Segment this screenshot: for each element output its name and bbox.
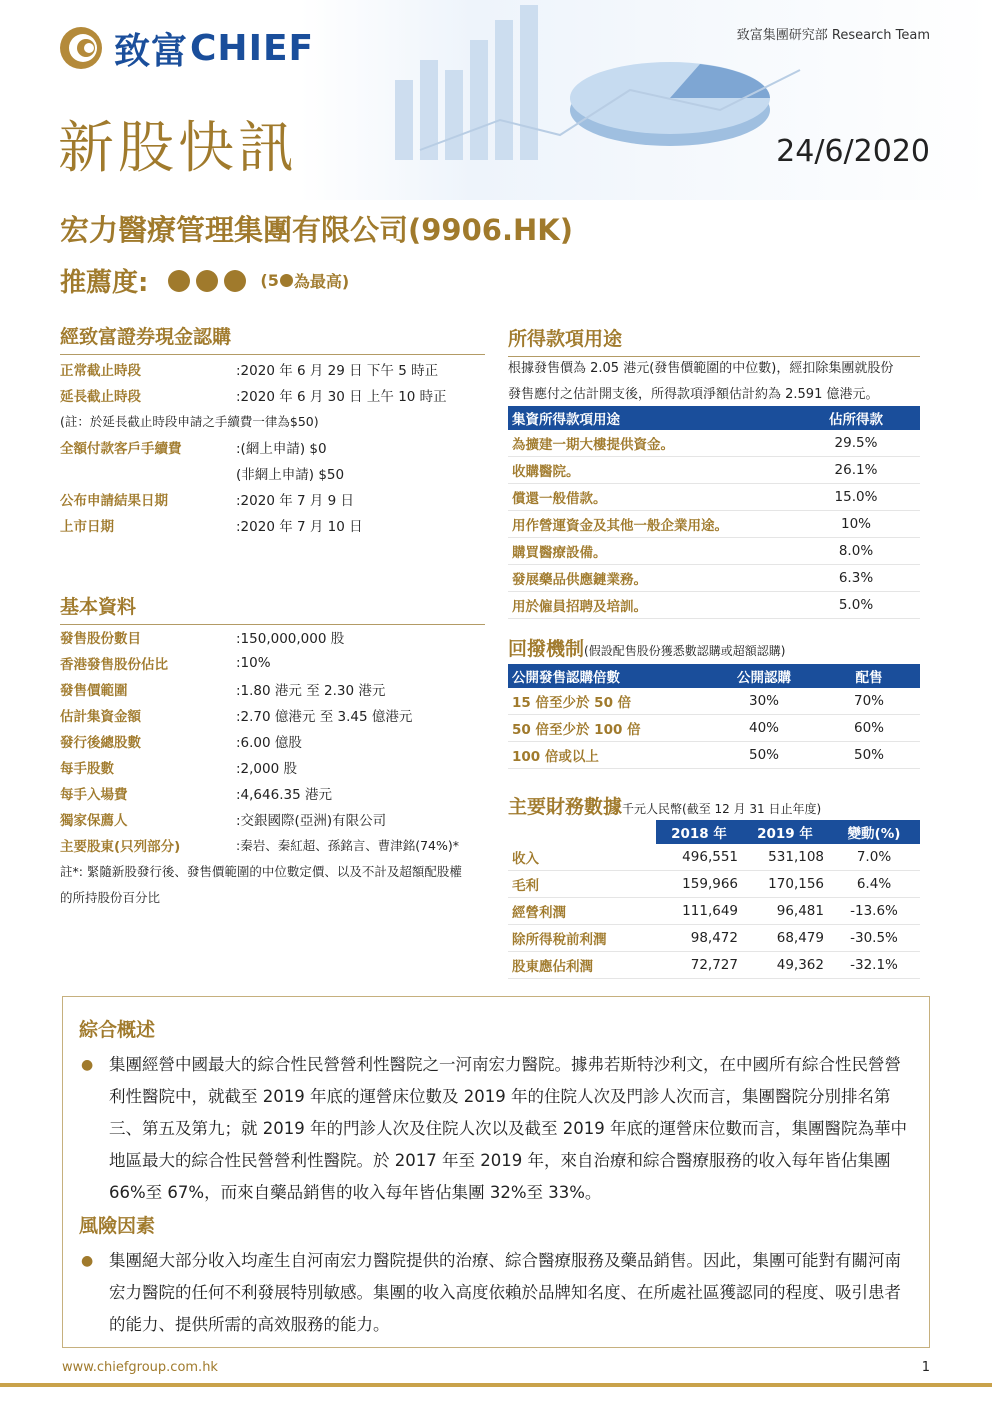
risk-bullet: ● 集團絕大部分收入均產生自河南宏力醫院提供的治療、綜合醫療服務及藥品銷售。因此，集團可能對有關河南宏力醫院的任何不利發展特別敏感。集團的收入高度依賴於品牌知名度、在所處社區獲認同的程度、吸引患者的能力、提供所需的高效服務的能力。 [81, 1245, 911, 1341]
table-row: 股東應佔利潤 72,727 49,362 -32.1% [508, 952, 920, 979]
subscription-list [60, 356, 485, 538]
table-row: 除所得稅前利潤 98,472 68,479 -30.5% [508, 925, 920, 952]
brand-name-en: CHIEF [190, 27, 315, 69]
footer-url[interactable]: www.chiefgroup.com.hk [62, 1360, 218, 1375]
bullet-icon: ● [81, 1057, 94, 1073]
research-team-label: 致富集團研究部 Research Team [736, 28, 930, 43]
table-row: 毛利 159,966 170,156 6.4% [508, 871, 920, 898]
fee-row-offline: (非網上申請) $50 [236, 467, 345, 483]
basic-info-row: 香港發售股份佔比 :10% [60, 655, 271, 673]
company-name: 宏力醫療管理集團有限公司(9906.HK) [60, 213, 573, 247]
brand-name-cn: 致富 [114, 30, 189, 72]
risk-heading: 風險因素 [79, 1215, 156, 1237]
clawback-heading: 回撥機制(假設配售股份獲悉數認購或超額認購) [508, 638, 786, 660]
table-header-row: 集資所得款項用途 佔所得款 [508, 406, 920, 430]
basic-info-row: 每手入場費 :4,646.35 港元 [60, 787, 332, 803]
table-row: 15 倍至少於 50 倍 30% 70% [508, 688, 920, 715]
rating-dot-icon [168, 270, 190, 292]
table-row: 收購醫院。 26.1% [508, 457, 920, 484]
basic-info-row: 發售股份數目 :150,000,000 股 [60, 631, 345, 647]
overview-bullet: ● 集團經營中國最大的綜合性民營營利性醫院之一河南宏力醫院。據弗若斯特沙利文，在中國所有綜合性民營營利性醫院中，就截至 2019 年底的運營床位數及 2019 年的住院人次及門診人次而言，集團醫院分別排名第三、第五及第九；就 2019 年的門診人次及住院人次以及截至 2019 年底的運營床位數而言，集團醫院為華中地區最大的綜合性民營營利性醫院。於 2017 年至 2019 年，來自治療和綜合醫療服務的收入每年皆佔集團 66%至 67%，而來自藥品銷售的收入每年皆佔集團 32%至 33%。 [81, 1049, 911, 1209]
clawback-table [508, 664, 920, 769]
table-row: 用於僱員招聘及培訓。 5.0% [508, 592, 920, 619]
subscription-note: (註：於延長截止時段申請之手續費一律為$50) [60, 414, 319, 429]
rating-dot-small-icon [280, 274, 293, 287]
section-title: 新股快訊 [58, 116, 298, 181]
bullet-icon: ● [81, 1253, 94, 1269]
rating-dot-icon [224, 270, 246, 292]
basic-info-row: 發行後總股數 :6.00 億股 [60, 735, 302, 751]
financials-table [508, 820, 920, 979]
fee-row: 全額付款客戶手續費 :(網上申請) $0 [60, 441, 327, 457]
table-row: 收入 496,551 531,108 7.0% [508, 844, 920, 871]
basic-info-list [60, 624, 485, 910]
recommend-label: 推薦度: [60, 268, 149, 298]
basic-footnote: 的所持股份百分比 [60, 890, 161, 905]
table-row: 50 倍至少於 100 倍 40% 60% [508, 715, 920, 742]
table-header-row: 公開發售認購倍數 公開認購 配售 [508, 664, 920, 688]
result-date-row: 公布申請結果日期 :2020 年 7 月 9 日 [60, 493, 355, 509]
basic-info-row: 每手股數 :2,000 股 [60, 761, 297, 777]
table-header-row: 2018 年 2019 年 變動(%) [508, 820, 920, 844]
subscription-row: 正常截止時段 :2020 年 6 月 29 日 下午 5 時正 [60, 363, 439, 379]
table-row: 用作營運資金及其他一般企業用途。 10% [508, 511, 920, 538]
subscription-row: 延長截止時段 :2020 年 6 月 30 日 上午 10 時正 [60, 389, 447, 405]
recommend-note: (5 為最高) [260, 271, 350, 291]
proceeds-intro: 根據發售價為 2.05 港元(發售價範圍的中位數)，經扣除集團就股份 發售應付之估計開支後，所得款項淨額估計約為 2.591 億港元。 [508, 361, 894, 402]
table-row: 為擴建一期大樓提供資金。 29.5% [508, 430, 920, 457]
overview-heading: 綜合概述 [79, 1019, 156, 1041]
proceeds-table [508, 406, 920, 619]
financials-heading: 主要財務數據千元人民幣(截至 12 月 31 日止年度) [508, 796, 822, 818]
basic-info-row: 獨家保薦人 :交銀國際(亞洲)有限公司 [60, 813, 387, 829]
footer-divider [0, 1383, 992, 1387]
table-row: 購買醫療設備。 8.0% [508, 538, 920, 565]
summary-box [62, 996, 930, 1348]
company-logo [58, 22, 314, 74]
basic-footnote: 註*: 緊隨新股發行後、發售價範圍的中位數定價、以及不計及超額配股權 [60, 864, 462, 879]
recommendation [60, 262, 349, 299]
chief-logo-icon [58, 25, 104, 71]
publish-date: 24/6/2020 [776, 134, 930, 169]
table-row: 償還一般借款。 15.0% [508, 484, 920, 511]
listing-date-row: 上市日期 :2020 年 7 月 10 日 [60, 519, 363, 535]
table-row: 發展藥品供應鏈業務。 6.3% [508, 565, 920, 592]
table-row: 經營利潤 111,649 96,481 -13.6% [508, 898, 920, 925]
basic-info-heading: 基本資料 [60, 592, 485, 625]
page-number: 1 [921, 1360, 930, 1375]
table-row: 100 倍或以上 50% 50% [508, 742, 920, 769]
proceeds-heading: 所得款項用途 [508, 324, 920, 357]
subscription-heading: 經致富證券現金認購 [60, 322, 485, 355]
basic-info-row: 發售價範圍 :1.80 港元 至 2.30 港元 [60, 683, 386, 699]
basic-info-row: 主要股東(只列部分) :秦岩、秦紅超、孫銘言、曹津銘(74%)* [60, 838, 459, 855]
rating-dot-icon [196, 270, 218, 292]
basic-info-row: 估計集資金額 :2.70 億港元 至 3.45 億港元 [60, 709, 413, 725]
